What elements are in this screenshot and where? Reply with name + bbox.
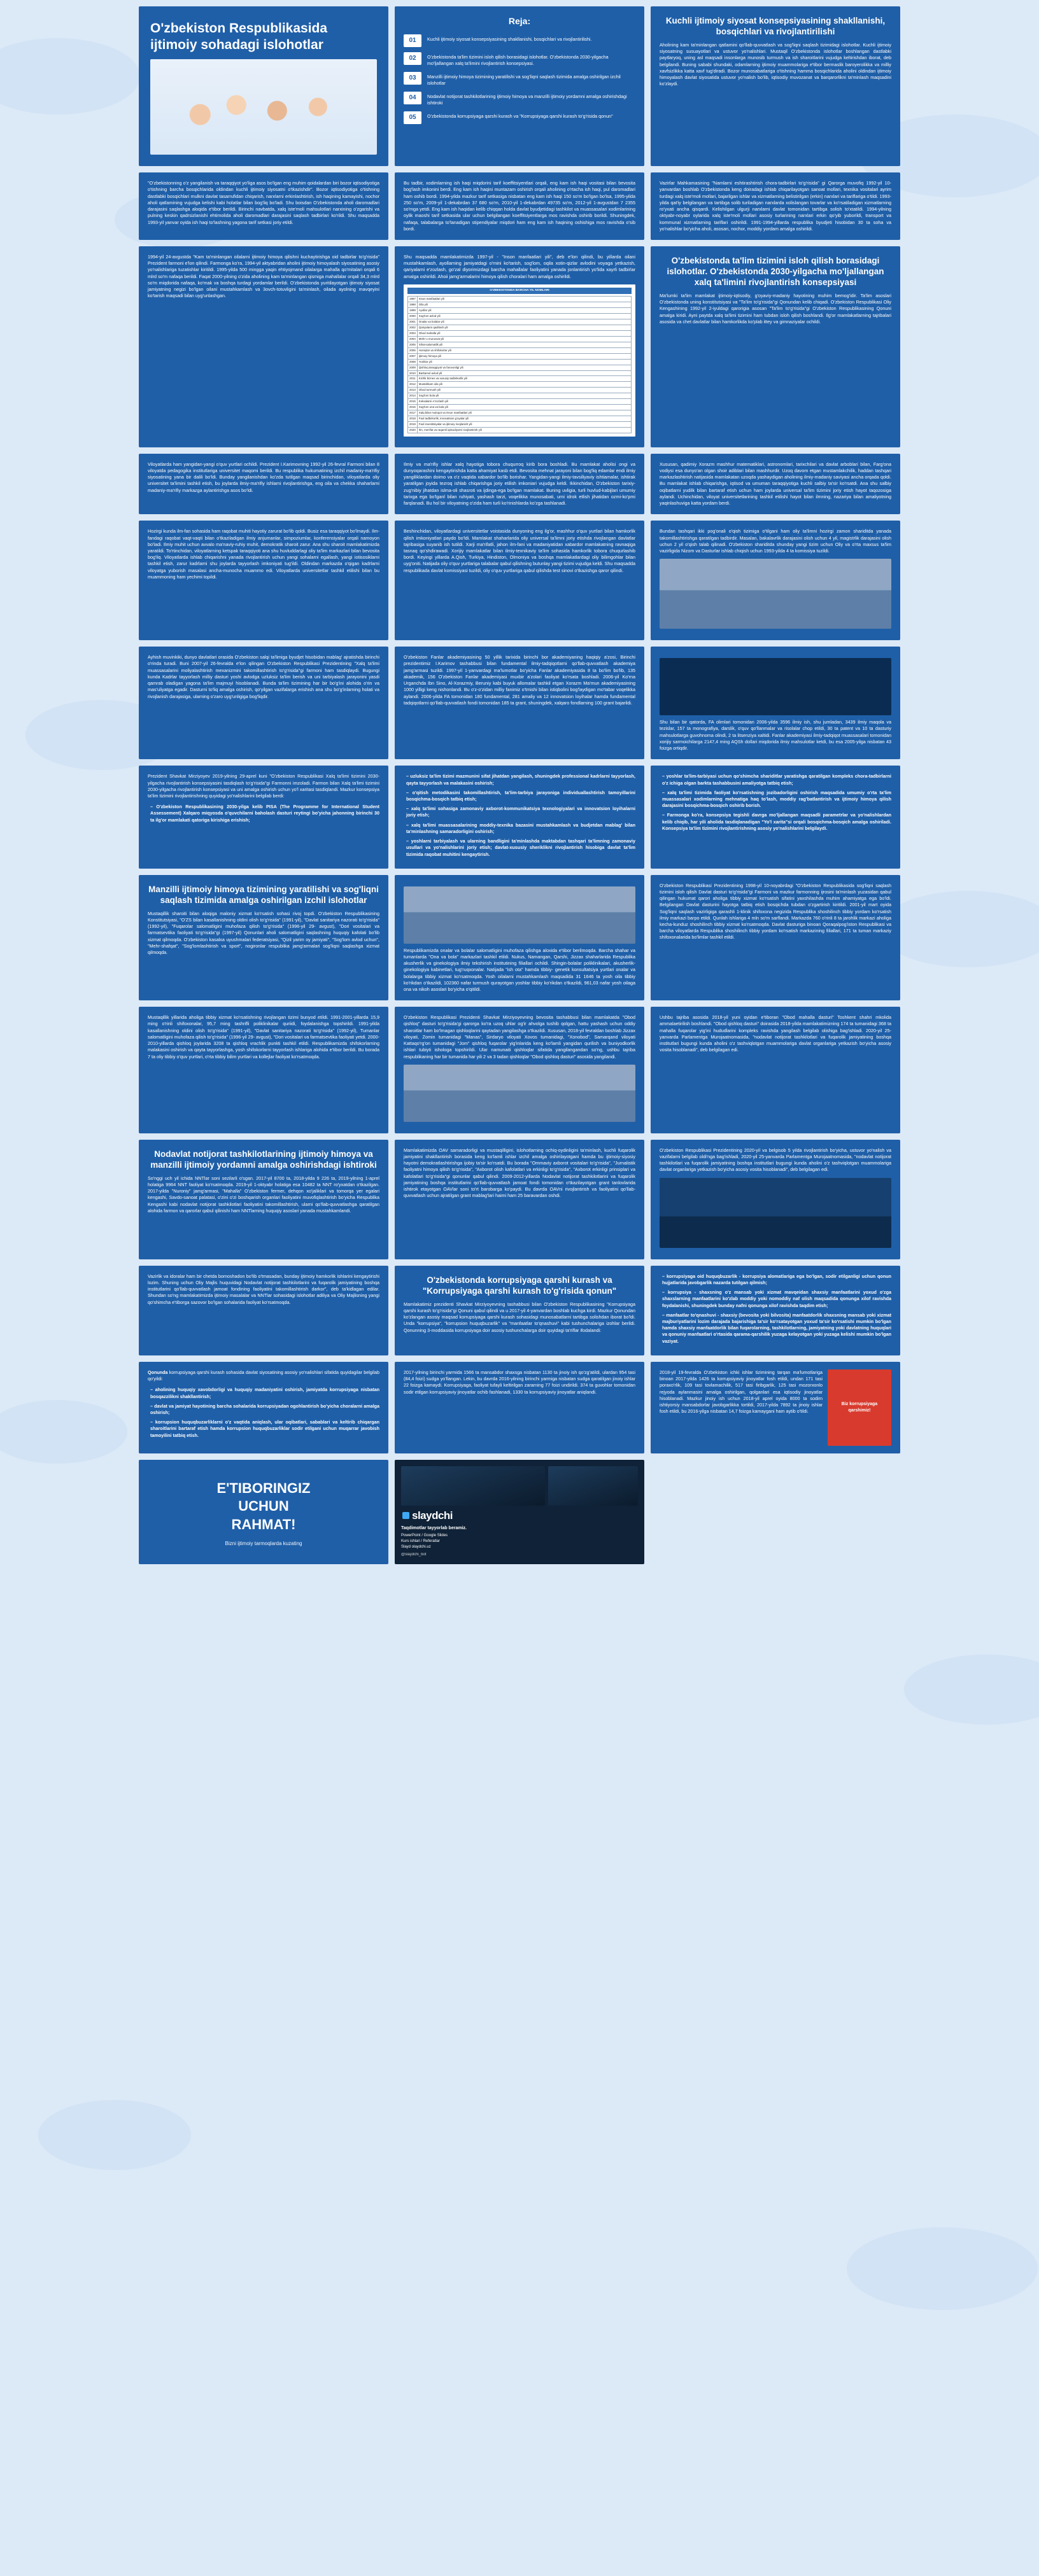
agenda-number: 02 xyxy=(404,52,421,65)
table-row xyxy=(408,421,632,427)
table-cell-year: 2007 xyxy=(408,353,418,359)
table-cell-year: 2006 xyxy=(408,347,418,353)
table-cell-name: Xalq bilan muloqot va inson manfaatlari yili xyxy=(417,410,631,416)
table-cell-year: 1999 xyxy=(408,308,418,314)
table-row xyxy=(408,308,632,314)
table-cell-name: Keksalarni e'zozlash yili xyxy=(417,399,631,405)
table-cell-name: Sog'lom ona va bola yili xyxy=(417,405,631,410)
table-cell-year: 2018 xyxy=(408,416,418,422)
slide-body: 2017-yilning birinchi yarmida 1566 ta mansabdor shaxsga nisbatan 1130 ta jinoiy ish qo'zg'atildi, ulardan 954 tasi (84,4 foizi) sudga yo'llangan. Lekin, bu davrda 2016-yilning birinchi yarmiga nisbatan sudga qaratilgan jinoiy ishlar 22 foizga kamaydi. Korrupsiyaga, faoliyat tufayli keltirilgan zararning 77 foizi undirildi. 374 ta guvohlar tomonidan sodir etilgan korrupsiyaviy jinoyatlar ochib fashlanadi, 1330 ta korrupsiyaviy jinoyatlar aniqlandi. xyxy=(404,1369,635,1395)
bullet-item: – o'qitish metodikasini takomillashtirish, ta'lim-tarbiya jarayoniga individuallashtirish tamoyillarini bosqichma-bosqich tatbiq etish; xyxy=(406,790,635,802)
slide-body: Xususan, qadimiy Xorazm mashhur matematiklari, astronomlari, tarixchilari va davlat arboblari bilan, Farg'ona vodiysi esa dunyo'an olgan shoir adiblari bilan mashhurdir. Uzoq davom etgan mustamlakchilik, haddan tashqari markazlashtirish natijasida mamlakatan uzoqda yashaydigan aholining ilmiy-madaniy saviyasi ancha orqada qoldi. Bu mamlakat ishlab chiqarishga, iqtisod va umuman taraqqiyotiga kuchli salbiy ta'sir ko'rsatdi. Ana shu salbiy oqibatlarni yudilk bilan bartaraf etish uchun ham joylarda universal ta'lim tizimini joriy etish hayot taqozosiga aylandi. Uchinchidan, viloyat universitetlarining tashkil etilishi hayot bilan ilmning, nazariya bilan amaliyotning yaqinlashuviga katta yordam berdi. xyxy=(660,461,891,507)
slide-row-10 xyxy=(5,1140,1034,1259)
agenda-label: O'zbekistonda korrupsiyaga qarshi kurash va "Korrupsiyaga qarshi kurash to'g'risida qonun" xyxy=(427,113,613,120)
slide-row-8 xyxy=(5,875,1034,1001)
bullet-list xyxy=(404,773,635,857)
table-row xyxy=(408,399,632,405)
slide-international-cooperation[interactable] xyxy=(395,521,644,640)
slide-body: Vazirlik va idoralar ham bir chetda bomoshadon bo'lib o'tmasadan, bunday ijtimoiy hamkorlik ishlarini kengaytirishi lozim. Shuning uchun Oliy Majlis huquvidagi Nodavlat notijorat tashkilotlarini va fuqarolik jamiyatining boshqa institutlarini qo'llab-quvvatlash jamoat fondining faoliyatini takomillashtirish darkor", deb ta'kidlagan edilar. Shundan so'ng mamlakatimizda ijtimoiy masalalar va NNTlar sohasidagi islohotlar adiliya va Oliy Majlisning yangi qo'shimcha e'tiborga sazovor bo'lgan sohalarida faoliyat ko'rsatmoqda. xyxy=(148,1273,379,1305)
table-row xyxy=(408,297,632,302)
slide-corruption-stats-2018[interactable] xyxy=(651,1362,900,1453)
slide-heading: Kuchli ijtimoiy siyosat konsepsiyasining shakllanishi, bosqichlari va rivojlantirilishi xyxy=(665,16,886,36)
table-cell-name: Faol investitsiyalar va ijtimoiy rivojlanish yili xyxy=(417,421,631,427)
table-cell-name: Obod turmush yili xyxy=(417,388,631,393)
bullet-item: – manfaatlar to'qnashuvi - shaxsiy (bevosita yoki bilvosita) manfaatdorlik shaxsning mansab yoki xizmat majburiyatlarini lozim darajada bajarishiga ta'sir ko'rsatayotgan yoxud ta'sir ko'rsatishi mumkin bo'lgan hamda shaxsiy manfaatdorlik bilan fuqarolarning, tashkilotlarning, jamiyatning yoki davlatning huquqlari va qonuniy manfaatlari o'rtasida qarama-qarshilik yuzaga kelayotgan yoki yuzaga kelishi mumkin bo'lgan vaziyat. xyxy=(662,1312,891,1345)
slide-row-13 xyxy=(5,1460,1034,1565)
slide-row-7 xyxy=(5,766,1034,868)
table-cell-name: Barkamol avlod yili xyxy=(417,370,631,376)
slide-body: Mamlakatimiz prezidenti Shavkat Mirziyoyevning tashabbusi bilan O'zbekiston Respublikasining "Korrupsiyaga qarshi kurash to'g'risida"gi Qonuni qabul qilindi va u 2017-yil 4-yanvardan boshlab kuchga kirdi. Mazkur Qonundan ko'zlangan asosiy maqsad korrupsiyaga qarshi kurash sohasidagi munosabatlarni tartibga solishdan iborat bo'ldi. Unda "korrupsiya", "korrupsion huquqbuzarlik" va "manfaatlar to'qnashuvi" kabi tushunchalariga izohlar berildi. Qonunning 3-moddasida korrupsiyaga doir asosiy tushunchalarga doir quyidagi ta'riflar ifodalandi: xyxy=(404,1301,635,1333)
table-row xyxy=(408,347,632,353)
slide-body: Mustaqillik yillarida aholiga tibbiy xizmat ko'rsatishning rivojlangan tizimi bunyod etildi. 1991-2001-yillarda 15,9 ming o'rinli shifoxonalar, 95,7 ming tashrifli poliklinikalar quriidi, foydalanishga topshirildi. 1991-yilda kasallanishning oldini olish to'g'risida" (1991-yil), "Davlat sanitariya nazorati to'g'risida" (1992-yil), Tumanlar salomatligini muhofaza qilish to'g'risida" (1996-yil 29- avgust), "Dori vositalari va farmatsevtika faoliyati yetdi. 2000-2010-yillarda qishloq joylarida 3208 ta qishloq vrachlik punkti tashkil etildi. Respublikamizda shifokorlarning malakasini oshirish va qayta tayyorlashga, yosh shifokorlarni tayyorlash ishlariga alohida e'tibor berildi. Bu borada 7 ta oliy tibbiy o'quv yurtlari, o'rta tibbiy bilim yurtlari va kollejlar faoliyat ko'rsatmoqda. xyxy=(148,1014,379,1060)
slide-body: Vazirlar Mahkamasining "Namlarni eshtirashtirish chora-tadbirlari to'g'risida" gi Qarorga muvofiq 1992-yil 10-yanvardan boshlab O'zbekistonda keng doiradagi ishlab chiqarilayotgan sanoat mollari, texnika vositalari ayrim turdagi xalq iste'moli mollari, bajarilgan ishlar va xizmatlarning belistirilgan (erkin) narxlari va tariflariga o'tildi. 1993-yilda qat'iy belgilangan va tartibga solib turiladigan narxlarda xolislangan tovarlar va ko'rsatiladigan xizmatlarning ro'yxati ancha qisqardi. Kelishilgan ulgurji narxlarni davlat tomonidan tartibga solish to'xtatildi. 1994-yilning oktyabr-noyabr oylarida xalq iste'moli mollari asosiy turlarining narxlari erkin qo'yib yuborildi, transport va kommunal xizmatlarning tariflari oshirildi. 1991-1994-yillarda respublika byudjeti hisobidan 30 ta soha va yo'nalishlar bo'yicha aholi, asosan, nochor, moddiy yordam amalga oshirildi. xyxy=(660,180,891,232)
slide-thank-you[interactable] xyxy=(139,1460,388,1565)
table-row xyxy=(408,342,632,347)
table-row xyxy=(408,330,632,336)
bullet-item: – yoshlarni tarbiyalash va ularning bandligini ta'minlashda maktabdan tashqari ta'limning zamonaviy usullari va yo'nalishlarini joriy etish; davlat-xususiy sheriklikni rivojlantirish hisobiga davlat ta'lim tizimida raqobat muhitini kengaytirish. xyxy=(406,838,635,858)
slide-row-2 xyxy=(5,172,1034,240)
slide-row-9 xyxy=(5,1007,1034,1133)
slide-body: Shu maqsadda mamlakatimizda 1997-yil - "Inson manfaatlari yili", deb e'lon qilindi, bu yillarda oilani mustahkamlash, ayollarning jamiyatdagi o'rnini ko'tarish, sog'lom, oqila xotin-qizlar avlodini voyaga yetkazish, qariyalarni e'zozlash, go'zal diyorimizdagi barcha mahallalar faoliyatini yanada jonlantirish yo'lida xayrli tadbirlar amalga oshirildi. Ahoii jamg'armalarini himoya qilish choralari ham amalga oshirildi. xyxy=(404,253,635,279)
slide-body: O'zbekiston Fanlar akademiyasining 50 yillik tarixida birinchi bor akademiyaning haqiqiy a'zosi, Birinchi prezidentimiz I.Karimov tashabbusi bilan fundamental ilmiy-tadqiqotlarni qo'llab-quvvatlash akademiya jamg'armasi tuzildi. 1997-yil 1-yanvardagi ma'lumotlar bo'yicha Fanlar akademiyasida 8 ta bo'lim bo'lib, 135 akademik, 156 O'zbekiston Fanlar akademiyasi muxbir a'zolari faoliyat ko'rsata boshladi. 2006-yil Ko'rna Urganchda Ibn Sino, Al-Xorazmiy, Beruniy kabi buyuk allomalar tashkil etgan Xorazm Ma'mun akademiyasining 1000 yilligi keng nishonlandi. Bu o'z-o'zidan milliy fanimiz o'tmishi bilan istiqbolini bog'laydigan mo'tabar voqelikka aylandi. 2006-yilda FA tomonidan 180 fundamental, 281 amaliy va 12 innovatsion loyihalar hamda fundamental tadqiqotlarni qo'llab-quvvatlash fondi tomonidan 185 ta grant, shuningdek, xalqaro fondlarning 100 grant bajarildi. xyxy=(404,654,635,706)
bullet-item: – davlat va jamiyat hayotining barcha sohalarida korrupsiyadan ogohlantirish bo'yicha choralarni amalga oshirish; xyxy=(150,1403,379,1416)
table-row xyxy=(408,393,632,399)
slide-mother-child-centers[interactable] xyxy=(395,875,644,1001)
table-row xyxy=(408,314,632,319)
people-raising-hands-illustration xyxy=(150,59,377,155)
table-row xyxy=(408,359,632,365)
slide-corruption-stats-2017[interactable] xyxy=(395,1362,644,1453)
agenda-item[interactable] xyxy=(404,52,635,67)
promo-line: Kurs ishlari / Referatlar xyxy=(401,1539,441,1544)
slide-anticorruption-law[interactable] xyxy=(395,1266,644,1355)
slide-regional-universities[interactable] xyxy=(139,454,388,515)
slide-healthcare-decree-1998[interactable] xyxy=(651,875,900,1001)
bullet-item: – aholining huquqiy xavobdorligi va huquqiy madaniyatini oshirish, jamiyatda korrupsiyaga nisbatan bosqazzilikni shakllantirish; xyxy=(150,1387,379,1399)
slide-body: Respublikamizda onalar va bolalar salomatligini muhofaza qilishga aloxida e'tibor berilmoqda. Barcha shahar va tumanlarda "Ona va bola" markazlari tashkil etildi. Nukus, Namangan, Qarshi, Jizzax shaharlarida Respublika akusherlik va ginekologiya ilmiy tekshirish institutining filiallari ochildi. Shingin-bolalar poliklinikalari, akusherlik-ginekologiya kabinetlari, tug'ruqxonalar. Natijada "ish ota" hamda tibbiy- genetik konsultatsiya yurtlari onalar va bolalarga tibbiy xizmat ko'rsatmoqda. Yosh oilalarni mustahkamlash maqsadida 31 1646 ta yosh oila tibbiy ko'rikdan o'tkazildi, 102360 nafar turmush qurayotgan yoshlar tibbiy ko'rikdan o'tkazildi, 961,03 nafar yosh oilaga ona va nikoh asoslari bo'yicha o'qitildi. xyxy=(404,947,635,993)
bullet-list xyxy=(148,804,379,823)
slide-corruption-definitions[interactable] xyxy=(651,1266,900,1355)
slide-body: Aholining kam ta'minlangan qatlamini qo'llab-quvvatlash va sog'liqni saqlash tizimidagi islohotlar. Kuchli ijtimoiy siyosatning susuayotlari va ustuvor yo'nalishlari. Mustaqil O'zbekistonda islohotlar boshlangan dastlabki paytlaryoq, uning asl maqsadi insonlarga munosib turmush va ish sharoitlarini vujudga keltirishdan iborat, deb belgilandi. Buning sababi shundaki, odamlarning ijtimoiy muammolariga e'tibor bermaslik baroyerolikka va milliy xavfsizlikka katta xavf tug'diradi. Bozor munosabatlariga o'tishning hamma bosqichlarida aholini oldindan ijtimoiy himoyalash davlat siyosatida ustuvor yo'nalish bo'lib, iqtisodiy muvozanat va barqarorlikni ta'minlash maqsadini ko'zlaydi. xyxy=(660,42,891,87)
slide-body: Prezident Shavkat Mirziyoyev 2019-yilning 29-aprel kuni "O'zbekiston Respublikasi Xalq ta'limi tizimini 2030-yilgacha rivojlantirish konsepsiyasini tasdiqlash to'g'risida"gi Farmonni imzoladi. Farmon bilan Xalq ta'limi tizimini 2030-yilgacha rivojlantirish konsepsiyasi va uni amalga oshirish uchun yo'l xaritasi tasdiqlandi. Mazkur konsepsiya ta'lim tizimini rivojlantirishning quyidagi yo'nalishlarini belgilab berdi: xyxy=(148,773,379,799)
slide-obod-qishloq[interactable] xyxy=(395,1007,644,1133)
thanks-line-3: RAHMAT! xyxy=(231,1516,296,1532)
agenda-label: Manzilli ijtimoiy himoya tizimining yaratilishi va sog'liqni saqlash tizimida amalga oshirilgan izchil islohotlar xyxy=(427,74,621,87)
table-cell-year: 2001 xyxy=(408,319,418,325)
table-cell-name: Sog'lom avlod yili xyxy=(417,314,631,319)
table-cell-name: Ilm, ma'rifat va raqamli iqtisodiyotni rivojlantirish yili xyxy=(417,427,631,433)
table-row xyxy=(408,376,632,382)
fanlar-akademiyasi-building xyxy=(660,658,891,715)
slide-regional-scholars[interactable] xyxy=(651,454,900,515)
slide-row-12 xyxy=(5,1362,1034,1453)
brand-name: slaydchi xyxy=(412,1509,453,1522)
table-cell-year: 2013 xyxy=(408,388,418,393)
slide-body: 2018-yil 19-fevralda O'zbekiston ichki ishlar tizimining tarqan ma'lumotlariga binoan 2017-yilda 1426 ta korrupsiyaviy jinoyatlar fosh etildi, undan 171 tasi poraxo'rlik, 109 tasi tovlamachilik, 517 tasi firibgarlik, 125 tasi mozorxonlo rejyoda aylanmasini amalga oshirilgan, qolganlari esa iqtisodiy jinoyatlar hisoblanadi. Mazkur jinoiy ish uchun 2018-yil aprel oyida 8000 ta sodirn ishtiyorsiy mansabdorlar javobgarlikka tortildi, 2017-yilda 7892 ta jinoiy ishlar fosh etildi, bu 2016-yilga nisbatan 14,7 foizga kamaygani ham aytib o'tildi. xyxy=(660,1369,823,1415)
agenda-label: Kuchli ijtimoiy siyosat konsepsiyasining shakllanishi, bosqichlari va rivojlantirilishi. xyxy=(427,36,592,42)
lead-word: Qonunda xyxy=(148,1369,168,1375)
lead-body: korrupsiyaga qarshi kurash sohasida davlat siyosatining asosiy yo'nalishlari sifatida quyidagilar belgilab qo'yildi: xyxy=(148,1369,379,1382)
slide-body: Mustaqillik sharoiti bilan aloqiga maloniy xizmat ko'rsatish sohasi rivoj topdi. O'zbekiston Respublikasining Konstitutsiyasi, "O'ZS bilan kasallanishning oldini olish to'g'risida" (1991-yil), "Davlat sanitariya nazorati to'g'risida" (1992-yil), "Fuqarolar salomatligini muhofaza qilish to'g'risida" (1996-yil 29- avgust), "Dori vositalari va farmatsevtika faoliyati to'g'risida"gi (1997-yil) Qonunlari aholi salomatligini saqlashning huquqiy kafolati bo'lib xizmat qilmoqda. O'zbekiston kasalxa uyushmalari federatsiyasi, "Qizil yarim oy jamiyati", "Sog'lom avlod uchun", "Mehr-shafqat", "Sog'lomlashtirish va sport", nogironlar respublika jamg'armalari sog'liqni saqlashga xizmat qilmoqda. xyxy=(148,910,379,956)
table-cell-name: Obod mahalla yili xyxy=(417,330,631,336)
thanks-line-2: UCHUN xyxy=(238,1498,289,1515)
slide-body: O'zbekiston Respublikasi Prezidenti Shavkat Mirziyoyevning bevosita tashabbusi bilan mamlakatda "Obod qishloq" dasturi to'g'risida'gi qarorga ko'ra uzoq uhlar og'ir ahvolga tushib qolgan, hattu yashash uchun oddiy sharoitlar ham bo'lmagan qishloqlarini qaytadan yangilashga o'tkazildi. Xususan, 2018-yil fevraldan boshlab Jizzax viloyati, Zomin tumanidagi "Manas", Sirdaryo viloyati Xovos tumanidagi, "Xonobod", Samarqand viloyati Kattaqo'rg'on tumanidagi "Jom" qishloq fuqarolar yig'inlarida keng ko'lamli yangidan qurilish va buniyodkorlik ishlari tubiyti ishologa topshirildi. Ular namunaiti qishloqlar sifatida yangilangandan so'ng, ushbu tajriba respublikaning har bir tumanida har yili 2 va 3 tadan qishloqlar "Obod qishloq dasturi" asosida yangilandi. xyxy=(404,1014,635,1060)
slide-row-11 xyxy=(5,1266,1034,1355)
screen-preview-2 xyxy=(548,1466,638,1506)
slide-title[interactable] xyxy=(139,6,388,166)
promo-heading: Taqdimotlar tayyorlab beramiz. xyxy=(401,1525,467,1530)
table-row xyxy=(408,388,632,393)
bullet-item: – yoshlar ta'lim-tarbiyasi uchun qo'shimcha shariditlar yaratishga qaratilgan kompleks chora-tadbirlarni o'z ichiga olgan barkta tashabbusini amaliyotga tatbiq etish; xyxy=(662,773,891,786)
slide-social-policy-quote[interactable] xyxy=(139,172,388,240)
slide-presidential-address[interactable] xyxy=(651,1140,900,1259)
table-cell-year: 2002 xyxy=(408,325,418,331)
table-row xyxy=(408,336,632,342)
spacer xyxy=(651,1460,900,1565)
slide-agenda[interactable] xyxy=(395,6,644,166)
slide-body: Ilmiy va ma'rifiy ishlar xalq hayotiga tobora chuqurroq kirib bora boshladi. Bu mamlakat aholisi ongi va dunyoqarashini kengaytirishda katta ahamiyat kasb etdi. Bevosita mehnat jarayoni bilan bog'liq edamlar endi ilmiy yangiliklardan doimo va o'z vaqtida xabardor bo'lib borishar. Yangidan-yangi ilmiy-tavsiliyaviy ishtiamalar, ishtirak yaratilgan joyida tezroq ishlab chiqarishga joriy etilish imkoniari vujudga keldi. Ikkinchidan, O'zbekiston tarixiy-zug'nibiy jihatdan islma-oli shasroti va ijdinga-ega bo'lgan mamlakat. Buning uvligia, turli huvlud-kabijlari umumiy tarixga ega bo'lganl bilan ruhiyati, yashash tarzi, voqelikka munosabati, urni idrok etlish jihatidan ozmi-ko'pmi farqlanadi. Bu hol bir viloyatning o'zida ham turli ko'rinishlarda ko'zga tashlanadi. xyxy=(404,461,635,507)
slide-targeted-social-protection[interactable] xyxy=(139,875,388,1001)
uzbekistan-year-names-table xyxy=(404,284,635,437)
table-cell-year: 2005 xyxy=(408,342,418,347)
table-cell-name: Faol tadbirkorlik, innovatsion g'oyalar yili xyxy=(417,416,631,422)
table-cell-year: 2019 xyxy=(408,421,418,427)
table-row xyxy=(408,325,632,331)
table-cell-name: Homiylar va shifokorlar yili xyxy=(417,347,631,353)
table-row xyxy=(408,365,632,370)
agenda-label: Nodavlat notijorat tashkilotlarining ijtimoiy himoya va manzilli ijtimoiy yordamni amalga oshirishdagi ishtiroki xyxy=(427,94,627,106)
bullet-item: – xalq ta'limi tizimida faoliyat ko'rsatishning jozibadorligini oshirish maqsadida umumiy o'rta ta'lim muassasalari xodimlarning mehnatiga haq to'lash, moddiy rag'batlantirish va ijtimoiy himoya qilish darajasini bosqichma-bosqich oshirib borish. xyxy=(662,790,891,809)
slide-year-names[interactable] xyxy=(395,246,644,447)
promo-slaydchi[interactable] xyxy=(395,1460,644,1565)
table-cell-year: 2009 xyxy=(408,365,418,370)
promo-contact[interactable]: @slaydchi_bot xyxy=(401,1553,427,1557)
agenda-item[interactable] xyxy=(404,92,635,106)
slide-row-4 xyxy=(5,454,1034,515)
bullet-item: – Farmonga ko'ra, konsepsiya tegishli davrga mo'ljallangan maqsadli parametrlar va yo'nalishlardan kelib chiqib, har yili aholida tasdiqlanadigan "Yo'l xarita"si orqali bosqichma-bosqich amalga oshiriladi. Konsepsiya ta'lim tizimini rivojlantirishning asosiy yo'nalishlarini belgilaydi. xyxy=(662,812,891,832)
promo-line: PowerPoint / Google Slides xyxy=(401,1534,448,1538)
slide-body xyxy=(148,1369,379,1382)
slide-academy-output[interactable] xyxy=(651,647,900,759)
bullet-list xyxy=(660,773,891,832)
doctor-and-patient-photo xyxy=(404,886,635,944)
slide-price-liberalization[interactable] xyxy=(651,172,900,240)
table-cell-name: Yoshlar yili xyxy=(417,359,631,365)
table-cell-year: 2020 xyxy=(408,427,418,433)
agenda-heading: Reja: xyxy=(508,16,531,26)
agenda-list xyxy=(404,34,635,124)
slide-education-reform-intro[interactable] xyxy=(651,246,900,447)
slide-body: O'zbekiston Respublikasi Prezidentining 2020-yil va belgisob 5 yilda rivojlantirish bo'yicha, ustuvor yo'nalish va vazifalarni belgilab oldi'nga bag'ishladi, 2020-yil 25-yanvarda Parlamentga Murojaatnomasida, "nodavlat notijorat tashkilotlari va fuqarolik jamiyatining boshqa institutlari bugungi kunda aholini o'z tashviqlotgan muammolariga davlat organlariga yetkazish bo'yicha asosiy vosita hisoblanadi", deb belgilagan edi. xyxy=(660,1147,891,1173)
slide-obod-mahalla[interactable] xyxy=(651,1007,900,1133)
table-title: O'ZBEKISTONDA BARCHA YIL NOMLARI xyxy=(407,288,632,294)
agenda-number: 01 xyxy=(404,34,421,47)
table-cell-name: Qariyalarni qadrlash yili xyxy=(417,325,631,331)
slide-family-support-decree[interactable] xyxy=(139,246,388,447)
bullet-item: – xalq ta'limi muassasalarining moddiy-texnika bazasini mustahkamlash va budjetdan mablag' bilan ta'minlashning samaradorligini oshirish; xyxy=(406,822,635,835)
table-cell-name: Ijtimoiy himoya yili xyxy=(417,353,631,359)
table-cell-year: 2003 xyxy=(408,330,418,336)
logo-mark xyxy=(402,1512,409,1519)
table-cell-name: Sog'lom bola yili xyxy=(417,393,631,399)
table-row xyxy=(408,405,632,410)
slide-row-5 xyxy=(5,521,1034,640)
table-cell-year: 2017 xyxy=(408,410,418,416)
slide-heading: O'zbekistonda ta'lim tizimini isloh qilish borasidagi islohotlar. O'zbekistonda 2030-yilgacha mo'ljallangan xalq ta'limini rivojlantirish konsepsiyasi xyxy=(667,255,884,287)
table-cell-name: Onalar va bolalar yili xyxy=(417,319,631,325)
table-row xyxy=(408,382,632,388)
slide-body: Beshinchidan, viloyatlardagi universitetlar voistasida dunyoning eng ilg'or, mashhur o'quv yurtlari bilan hamkorlik qilish imkoniyatlari paydo bo'ldi. Mamlakat shaharlarida oliy universal ta'limni joriy etishda rivojlangan davlatlar tajribasiga suyanib ish tutildi. Xarji ma'rifatli, jahon ilm-fani va madaniyatidan xabardor mamlakatning ravnaqiga tasnaq qo'shdirawadi. Xorijiy mamlakatlar bilan ilmiy-texnikaviy ta'lim sohasida hamkorlik tobora chuqurlashib bordi. Keyingi yillarda A.Qish, Turkiya, Hindiston, Olmoniya va boshqa mamlakatlardagi oliy bilimgohlar bilan uyg'oniti. Natijada oliy o'quv yurtlariga talabalar qabul qilishning butunlay yangi tizimi vujudga keldi. Shu maqsadda respublikada davlat komissiyasi tuzildi, oliy o'quv yurtlariga qabul qilishda test sinovi o'tkazishga qaror qilindi. xyxy=(404,528,635,573)
slide-concept-directions-b[interactable] xyxy=(651,766,900,868)
president-at-podium-photo xyxy=(660,1178,891,1248)
bullet-item: – korrupsiyaga oid huquqbuzarlik - korrupsiya alomatlariga ega bo'lgan, sodir etilganligi uchun qonun hujjatlarida javobgarlik nazarda tutilgan qilmish; xyxy=(662,1273,891,1286)
bullet-item: – korrupsion huquqbuzarliklarni o'z vaqtida aniqlash, ular oqibatlari, sabablari va keltirib chiqargan sharoitlarini bartaraf etish hamda korrupsion huquqbuzarliklar sodir etilgani uchun muqarrar javobish tamoyilini tatbiq etish. xyxy=(150,1419,379,1439)
table-cell-year: 2014 xyxy=(408,393,418,399)
agenda-number: 04 xyxy=(404,92,421,104)
slide-minimum-wage[interactable] xyxy=(395,172,644,240)
table-row xyxy=(408,410,632,416)
slide-row-3 xyxy=(5,246,1034,447)
slide-heading: O'zbekistonda korrupsiyaga qarshi kurash va "Korrupsiyaga qarshi kurash to'g'risida qonun" xyxy=(422,1275,617,1296)
agenda-label: O'zbekistonda ta'lim tizimini isloh qilish borasidagi islohotlar. O'zbekistonda 2030-yilgacha mo'ljallangan xalq ta'limini rivojlantirish konsepsiyasi. xyxy=(427,53,609,66)
table-cell-year: 2000 xyxy=(408,314,418,319)
table-cell-year: 1997 xyxy=(408,297,418,302)
slide-body: So'nggi uch yil ichida NNTlar soni sezilarli o'sgan. 2017-yil 8700 ta, 2018-yilda 9 226 ta, 2019-yilning 1-aprel holatiga 9964 NNT faoliyat ko'rsatmoqda. 2019-yil 1-oktyabr holatiga esa 10482 ta NNT ro'yxatdan o'tkazilgan. 2017-yilda "Nuroniy" jamg'armasi, "Mahalla" O'zbekiston fermer, dehqon xo'jaliklari va tomorqa yer egalari kengashi, Savdo-sanoat palatasi, o'zini o'zi boshqarish organlari faoliyatini muvofiqlashtirish bo'yicha Respublika Kengashi kabi nodavlat notijorat tashkilotlari faoliyatini takomillashtirish, ularni qo'llab-quvvatlashga qaratilgan alohida farmon va qarorlar qabul qilinishi ham NNTlarning huquqiy asoslari yanada mustahkamlandi. xyxy=(148,1175,379,1214)
slide-row-1 xyxy=(5,6,1034,166)
table-cell-year: 2015 xyxy=(408,399,418,405)
slide-heading: Nodavlat notijorat tashkilotlarining ijtimoiy himoya va manzilli ijtimoiy yordamni amalga oshirishdagi ishtiroki xyxy=(150,1149,377,1170)
slide-heading: Manzilli ijtimoiy himoya tizimining yaratilishi va sog'liqni saqlash tizimida amalga oshirilgan izchil islohotlar xyxy=(148,884,379,905)
slide-body: Bundan tashqari ikki pog'onali o'qish tizimiga o'tilgani ham oliy ta'limni hozirgi zamon shariditda yanada takomillashtirishga qaratilgan tadbirdir. Masalan, bakalavrlik darajasini olish uchun 4 yil, magistrlik darajasini olish uchun 2 yil o'qish talab qilinadi. O'zbekiston shariditda shunday yangi tizim uchun Oliy va o'rta maxsus ta'lim vazirligida Nizom va Dasturlar ishlab chiqish uchun 1993-yilda 4 ta komissiya tuzildi. xyxy=(660,528,891,554)
table-cell-name: Sihat-salomatlik yili xyxy=(417,342,631,347)
table-cell-year: 2012 xyxy=(408,382,418,388)
slide-body: Ayhish muvinkiki, dunyo davlatlari orasida O'zbekiston salqi ta'limiga byudjet hisobidan mablag' ajratishda birinchi o'rinda turadi. Buni 2007-yil 26-fevralda e'lon qilingan O'zbekiston Respublikasi Prezidentining "Xalq ta'limi muassasalarini moliyalashtirish mexanizmini takomillashtirish to'g'risida"gi farmoni ham tasdiqlaydi. Bugungi kunda Kadrlar tayyorlash milliy dasturi yoshi avlodga uzluksiz ta'lim berish va uni tarbiyalash jarayonini yasdi qamrab oladigan yagona ta'lim majmuyi hisoblanadi. Bunda ta'lim tizimining har bir bo'g'ini alohida o'rin va mas'uliyatga egadir. Dasturni to'liq amalga oshirish, qo'yilgan vazifalarga erishish ana shu bo'g'inlarning holati va rivojlanish darajasiga, ularning o'zaro uyg'unligiga bog'liqdir. xyxy=(148,654,379,699)
slide-science-enlightenment[interactable] xyxy=(395,454,644,515)
bullet-item: – xalq ta'limi sohasiga zamonaviy axborot-kommunikatsiya texnologiyalari va innovatsion loyihalarni joriy etish; xyxy=(406,806,635,818)
table-row xyxy=(408,416,632,422)
slide-body: Hozirgi kunda ilm-fan sohasida ham raqobat muhiti hayotiy zarurat bo'lib qoldi. Busiz esa taraqqiyot bo'lmaydi. Ilm-fandagi raqobat vaqt-vaqti bilan o'tkaziladigan ilmiy anjumanlar, simpoziumlar, konferensiyalar orqali namoyon bo'ladi. Ilmiy muhit uchun avvalo ma'naviy-ruhiy muhit, demokratik sharoit zarur. Ana shu sharoit mamlakatimizda yaratildi. To'rtinchidan, viloyatlarning ketspak taraqqiyoti ana shu huvluddarlagi oliy ta'lim markazlari bilan bevosita bog'liq. Viloyatlarda ishlab chiqarishni yanada rivojlantirish uchun yangi sohalarni egallash, yangi iotisosiklarni tashkil etish, zarur kadrlarni shu joylarda tayyorlash imkoniyati tug'ildi. Oldindan markazda o'qigan kadrlarni viloyatga yuborish masalasi ancha-munocha muammo edi. Viloyatlarda universitetlar tashkil etilishi bilan bu muammoning ham yechimi topildi. xyxy=(148,528,379,580)
table-cell-name: Ayollar yili xyxy=(417,308,631,314)
slide-body: Mamlakatimizda OAV samaradorligi va mustaqilligini, islohotlarning ochiq-oydinligini ta'minlash, kuchli fuqarolik jamiyatini shakllantirish borasida keng ko'lamli ishlar izchil amalga oshirilayotgani hamda bu ijtimoiy-siyosiy hayotni demokratlashtirishga ijobiy ta'sir ko'rsatdi. Bu borada "Ommaviy axborot vositalari to'g'risida", "Jurnalistik faoliyatni himoya qilish to'g'risida", "Axborot olish kafolatlari va erkinligi to'g'risida", "Axborot erkinligi prinsiplari va kafolatlari to'g'risida"gi qonunlar qabul qilindi. 2009-2012-yillarda Nodavlat notijorat tashkilotlarini va fuqarolik jamiyatining boshqa institutlarini qo'llab-quvvatlash jamoat fondi tomonidan o'tkazilayotgan grant tanlovlarida ishtirok etayotgan OAVlar soni to'rt barobarga ko'paydi. Bu davrda OAVni rivojlantirish va faoliyatini qo'llab-quvvatlash uchun ajratilgan grant mablag'lari haimi ham 25 baravardan oshdi. xyxy=(404,1147,635,1199)
promo-list xyxy=(401,1525,638,1558)
table-cell-year: 2010 xyxy=(408,370,418,376)
agenda-item[interactable] xyxy=(404,72,635,87)
slide-medical-infrastructure[interactable] xyxy=(139,1007,388,1133)
slide-body: O'zbekiston Respublikasi Prezidentining 1998-yil 10-noyabrdagi "O'zbekiston Respublikasida sog'liqni saqlash tizimini isloh qilish Davlat dasturi to'g'risida"gi Farmoni va mazkur farmonning ijrosini ta'minlash yuzasidan qabul qilingan hukumat qarori aholiga tibbiy xizmat ko'rsatish sifatini yaxshilashda muhim ahamiyatga ega bo'ldi. Belgilangan Davlat dasturini hayotga tatbiq etish bosqichda tubdan o'zgartirish kiritildi. 2001-yil mart oyida Sog'liqni saqlash vazirligiga qarashli 1-klinik shifoxona negizida Respublika shoshilinch tibbiy yordam ko'rsatish ilmiy markazi barpo etildi. Qunlah ishlariga 4 mln so'm sarflandi. Markazda 760 o'rinli 8 ta jarohlik markazi aholiga kecha-kunduz shoshilinch tibbiy xizmat ko'rsatmoqda. Davlat dasturiga binoan Qoraqalpog'iston Respublikasi va barcha viloyatlarda Respublika shoshilinch tibbiy yordam ko'rsatish markazining filiallari, 171 ta tuman markaziy shifoxonalarida bo'limlar tashkil etildi. xyxy=(660,882,891,941)
promo-screens xyxy=(401,1466,638,1506)
slide-two-stage-education[interactable] xyxy=(651,521,900,640)
table-cell-year: 2008 xyxy=(408,359,418,365)
slide-body: Bu tadbir, xodimlarning ish haqi miqdorini tarif koeffitsiyentlari orqali, eng kam ish haqi vositasi bilan bevosita bog'lash imkonini berdi. Eng kam ish haqini muntazam oshirish orqali aholining o'rtacha ish haqi, pul daromadlari ham oshib bordi. 1994-yilda mazkur tarif setkasiga nisbatan eng kam ish haqi 150 so'm bo'lgan bo'lsa, 1995-yilda 250 so'm, 2009-yil 1-dekabrdan 37 680 so'm, 2010-yil 1-dekabrdan 49735 so'm, 2012-yil 1-avgustdan 7 2355 so'mga yetdi. Eng kam ish haqidan kelib chiqqan holda davlat byudjetidagi tashkilot va muassasalari xodimlarining oylik maoshi tarif setkasida ular uchun belgilangan koeffitsiyentlarga mos ravishda oshirib borildi. Shuningdek, nafaqa, talabalarga to'lanadigan stipendiyalar miqdori ham eng kam ish haqining oshishiga mos ravishda o'sib bordi. xyxy=(404,180,635,232)
bullet-list xyxy=(660,1273,891,1345)
slide-body: Ma'lumki ta'lim mamlakat ijtimoiy-iqtisodiy, g'oyaviy-madaniy hayotining muhim bemog'idir. Ta'lim asoslari O'zbekistonda uning konstitutsiyasi va "Ta'lim to'g'risida"gi Qonundan kelib chiqadi. O'zbekiston Respublikasi Oliy Kengashining 1992-yil 2-iyuldagi qarorigia asosan "Ta'lim to'g'risida"gi O'zbekiston Respublikasining Qonuni amalga kiridi. Ayni paytda xalq ta'limi tizimini ham tubdan isloh qilish boshlandi. Ilg'or mamlakatlarning tajribalari asosida va chet davlatlar bilan hamkorlikda ko'plab ittey va gimnaziyalar ochildi. xyxy=(660,292,891,325)
table-cell-name: Inson manfaatlari yili xyxy=(417,297,631,302)
table-cell-name: Kichik biznes va xususiy tadbirkorlik yili xyxy=(417,376,631,382)
poster-text: Biz korrupsiyaga qarshimiz! xyxy=(841,1401,878,1413)
brand-logo xyxy=(402,1509,638,1522)
agenda-item[interactable] xyxy=(404,34,635,47)
anti-corruption-stop-sign xyxy=(828,1369,891,1446)
bullet-item: – uzluksiz ta'lim tizimi mazmunini sifat jihatdan yangilash, shuningdek professional kadrlarni tayyorlash, qayta tayyorlash va malakasini oshirish; xyxy=(406,773,635,786)
bullet-item: – O'zbekiston Respublikasining 2030-yilga kelib PISA (The Programme for International Student Assessement) Xalqaro miqyosda o'quvchilarni baholash dasturi reytingi bo'yicha jahonning birinchi 30 ta ilg'or mamlakati qatoriga kirishiga erishish; xyxy=(150,804,379,823)
table-cell-year: 2016 xyxy=(408,405,418,410)
slide-ministries-cooperation[interactable] xyxy=(139,1266,388,1355)
screen-preview-1 xyxy=(401,1466,545,1506)
promo-line: Slayd olaydchi.uz xyxy=(401,1545,431,1550)
officials-meeting-photo xyxy=(660,559,891,629)
agenda-item[interactable] xyxy=(404,111,635,124)
table-row xyxy=(408,370,632,376)
year-names-table xyxy=(407,296,632,433)
slide-body: Viloyatlarda ham yangidan-yangi o'quv yurtlari ochildi. Prezident I.Karimovning 1992-yil 26-fevral Farmoni bilan 8 viloyatda pedagogika institutlariga universitet maqomi berildi. Bu respublika hukumatining izchil madaniy-ma'rifiy siyosatining yana bir dalili bo'ldi. Bunday yangilanishdan ko'zda tutilgan maqsad birinchidan, viloyatlarda oliy universitet ta'limini tashkil etish, bu joylarda ilmiy-ma'rifiy ishlarni rivojlantirishga, eng oila va chekka shaharlarni madaniy-ma'rifiy markazga aylantirishga asos bo'ldi. xyxy=(148,461,379,493)
table-row xyxy=(408,427,632,433)
slide-row-6 xyxy=(5,647,1034,759)
slide-science-competition[interactable] xyxy=(139,521,388,640)
slide-ngo-participation[interactable] xyxy=(139,1140,388,1259)
table-row xyxy=(408,302,632,308)
table-cell-year: 2011 xyxy=(408,376,418,382)
table-cell-name: Oila yili xyxy=(417,302,631,308)
table-cell-year: 2004 xyxy=(408,336,418,342)
slide-education-budget[interactable] xyxy=(139,647,388,759)
table-cell-name: Mehr-u muruvvat yili xyxy=(417,336,631,342)
thanks-line-1: E'TIBORINGIZ xyxy=(216,1480,311,1496)
slide-concept-intro[interactable] xyxy=(651,6,900,166)
obod-qishloq-photo xyxy=(404,1065,635,1122)
slide-body: 1994-yil 24-avgustda "Kam ta'minlangan oilalarni ijtimoiy himoya qilishni kuchaytirishga oid tadbirlar to'g'risida" Prezident farmoni e'lon qilindi. Farmonga ko'ra, 1994-yil aktyabridan aholini ijtimoiy himoyalash siyosatining asosiy yo'nalishlariga tuzatishlar kiritildi. 1995-yilda 500 mingga yaqin ehtiyojmand oilalarga mahalla qo'mitalari orqali 6 mlrd so'm nafaqa berildi. Faqat 2000-yilning o'zida aholining kam ta'minlangan qismiga mahallalar orqali 34,3 mlrd so'm miqdorida nafaqa, ko'mak va boshqa turdagi yordamlar berildi. O'zbekistonda yuritilayotgan ijtimoiy siyosat jamiyatning negizi bo'lgan oilani mustahkamlash va 3ovch-totuvligini ta'minlash, oilada ayolning mavqeyini ko'tarish maqsadi bilan uyg'unlashgan. xyxy=(148,253,379,299)
thanks-subtitle: Bizni ijtimoiy tarmoqlarda kuzating xyxy=(225,1541,302,1547)
slide-body: Shu bilan bir qatorda, FA olimlari tomonidan 2006-yilda 3596 ilmiy ish, shu jumladan, 3439 ilmiy maqola va tezislar, 157 ta monografiya, darslik, o'quv qo'llanmalar va risolalar chop etildi, 30 ta patent va 10 ta dasturiy mahsulotlarga guvohnoma olindi, 2 ta litsenziya xaltidi. Fanlar akademiyasi ilmiy-tadqiqot muassasalari tomonidan xorijiy sarmoichilarga 2147,4 ming AQSh dollari miqdorida ilmiy mahsulotlar ketdi, bu esa 2005-yilga nisbatan 43 foizga ortiqdir. xyxy=(660,719,891,752)
agenda-number: 03 xyxy=(404,72,421,85)
bullet-list xyxy=(148,1387,379,1439)
slide-body: Ushbu tajriba asosida 2018-yil yuni oyidan e'tiboran "Obod mahalla dasturi" Toshkent shahri mkolida ammalaetirilish boshlandi. "Obod qishloq dasturi" doirasida 2018-yilda mamlakatimizning 174 ta tumanidagi 368 ta mahalla fuqarolar yig'ini hududlarini kompleks ravishda yangilash belgilab olishiga bag'ishladi. 2020-yil 25-yanvarda Parlamentga Murojaatnomasida, "nodavlat notijorat tashkilotlari va fuqarolik jamiyatining boshqa institutlari bugungi kunda aholini o'z tashviqlotgan muammolariga davlat organlariga yetkazish bo'yicha asosiy vosita hisoblanadi", deb belgilagan edi. xyxy=(660,1014,891,1053)
agenda-number: 05 xyxy=(404,111,421,124)
slide-2030-concept[interactable] xyxy=(139,766,388,868)
bullet-item: – korrupsiya - shaxsning o'z mansab yoki xizmat mavqeidan shaxsiy manfaatlarini yoxud o'zga shaxslarning manfaatlarini ko'zlab moddiy yoki nomoddiy naf olish maqsadida qonunga xilof ravishda foydalanishi, shuningdek bunday nafni qonunga xilof ravishda taqdim etish; xyxy=(662,1289,891,1309)
slide-academy-of-sciences[interactable] xyxy=(395,647,644,759)
table-cell-name: Mustahkam oila yili xyxy=(417,382,631,388)
deck-title: O'zbekiston Respublikasida ijtimoiy sohadagi islohotlar xyxy=(150,21,328,52)
table-row xyxy=(408,319,632,325)
table-cell-name: Qishloq taraqqiyoti va farovonligi yili xyxy=(417,365,631,370)
slide-state-policy-directions[interactable] xyxy=(139,1362,388,1453)
slide-body: "O'zbekistonning o'z yangilanish va taraqqiyot yo'liga asos bo'lgan eng muhim qoidalardan biri bozor iqtisodiyotiga o'tishning barcha bosqichlarida oldindan kuchli ijtimoiy siyosatni o'tkazishdir". Bozor iqtisodiyotiga o'tishning dastlabki bosqichlari mulkni davlat tasarrufidan chiqarish, narxlarni erkinlashtirish, ish haqining kamayishi, nochor aholi qatlamining vujudga kelishi kabi holatlar bilan bog'liq bo'ladi. Shu boisdan O'zbekistonda aholi daromadlari darajasini saqlashga aloqida e'tibor berildi. Birinchi navbatda, xalq iste'moli mahsulotlari narxining o'zgarishi va pulning keskin qadrsizlanishi ehtimolida aholi daromadlari darajasini saqlash tadbirlari ko'rildi. Shu maqsadda 1993-yil yanvar oyida ish haqi to'lashning yagona tarif setkasi joriy etildi. xyxy=(148,180,379,225)
table-row xyxy=(408,353,632,359)
slide-concept-directions-a[interactable] xyxy=(395,766,644,868)
slide-media-laws[interactable] xyxy=(395,1140,644,1259)
table-cell-year: 1998 xyxy=(408,302,418,308)
